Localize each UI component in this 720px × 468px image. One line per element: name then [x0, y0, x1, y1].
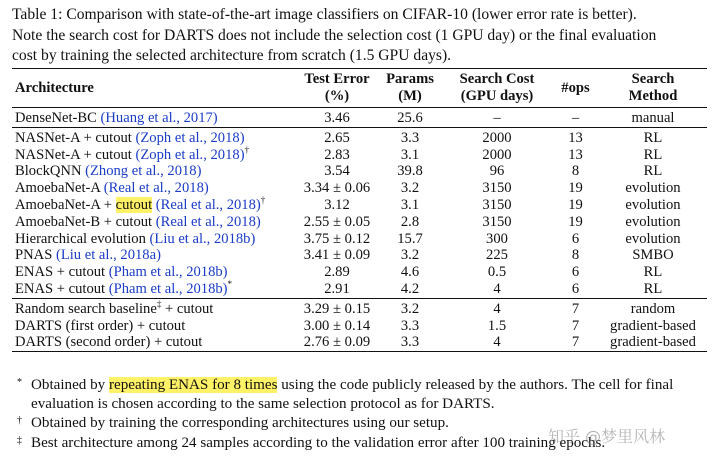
ops-cell: 7 — [571, 334, 580, 351]
method-cell: RL — [643, 280, 663, 297]
search-cost-cell: 0.5 — [487, 264, 507, 281]
header-test-error: Test Error (%) — [304, 71, 370, 104]
citation-link: (Liu et al., 2018b) — [149, 230, 256, 247]
table-caption — [12, 5, 712, 67]
params-cell: 3.2 — [400, 247, 420, 264]
architecture-cell — [12, 334, 296, 351]
ops-cell: 8 — [571, 247, 580, 264]
params-cell: 3.2 — [400, 180, 420, 197]
search-cost-cell: 4 — [493, 334, 501, 351]
table-row — [12, 197, 707, 214]
ops-cell: 6 — [571, 264, 580, 281]
footnote-double-dagger: ‡ Best architecture among 24 samples according to the validation error after 100 training epochs. — [17, 434, 712, 453]
zhihu-watermark: 知乎 @梦里风林 — [548, 427, 666, 446]
params-cell: 3.3 — [400, 317, 420, 334]
citation-link: (Real et al., 2018) — [155, 213, 261, 230]
footnote-mark: ‡ — [156, 298, 162, 309]
citation-link: (Pham et al., 2018b) — [108, 264, 228, 281]
citation-link: (Pham et al., 2018b) — [108, 280, 228, 297]
architecture-name: PNAS — [15, 247, 53, 264]
architecture-cell — [12, 197, 296, 214]
footnote-star: * Obtained by repeating ENAS for 8 times using the code publicly released by the authors. The cell for final — [17, 376, 712, 395]
architecture-cell — [12, 108, 296, 128]
method-cell: SMBO — [632, 247, 674, 264]
architecture-cell — [12, 231, 296, 248]
comparison-table — [12, 68, 707, 352]
architecture-name: AmoebaNet-A + — [15, 196, 116, 213]
ops-cell: 13 — [568, 129, 583, 146]
table-row — [12, 264, 707, 281]
header-row — [12, 69, 707, 108]
search-cost-cell: 2000 — [482, 146, 512, 163]
method-cell: evolution — [625, 180, 681, 197]
citation-link: (Zoph et al., 2018) — [135, 129, 245, 146]
architecture-cell — [12, 180, 296, 197]
footnote-star-continued: evaluation is chosen according to the same selection protocol as for DARTS. — [31, 396, 495, 413]
table-row — [12, 298, 707, 317]
footnote-mark: † — [244, 144, 250, 155]
footnote-mark: † — [17, 415, 22, 427]
header-search-cost: Search Cost (GPU days) — [459, 71, 535, 104]
architecture-name: NASNet-A + cutout — [15, 129, 132, 146]
footnote-mark: * — [227, 279, 233, 290]
params-cell: 4.2 — [400, 280, 420, 297]
table-row — [12, 127, 707, 146]
architecture-name: Random search baseline — [15, 300, 157, 317]
architecture-cell — [12, 264, 296, 281]
architecture-name: DenseNet-BC — [15, 110, 97, 126]
params-cell: 3.3 — [400, 334, 420, 351]
footnote-dagger: † Obtained by training the corresponding architectures using our setup. — [17, 414, 712, 433]
caption-line-3: cost by training the selected architecture from scratch (1.5 GPU days). — [12, 47, 452, 64]
method-cell: random — [630, 300, 676, 317]
architecture-name: ENAS + cutout — [15, 264, 106, 281]
footnote-mark: ‡ — [17, 434, 22, 446]
test-error-cell: 2.89 — [324, 264, 350, 281]
params-cell: 15.7 — [397, 230, 423, 247]
ops-cell: 19 — [568, 196, 583, 213]
table-row — [12, 147, 707, 164]
ops-cell: 6 — [571, 280, 580, 297]
table-row — [12, 318, 707, 335]
caption-line-1: Table 1: Comparison with state-of-the-art image classifiers on CIFAR-10 (lower error rate is better). — [12, 6, 637, 23]
method-cell: RL — [643, 146, 663, 163]
citation-link: (Real et al., 2018) — [155, 196, 261, 213]
search-cost-cell: – — [493, 110, 501, 126]
table-row — [12, 281, 707, 298]
header-params: Params (M) — [386, 71, 434, 104]
test-error-cell: 3.41 ± 0.09 — [303, 247, 371, 264]
params-cell: 4.6 — [400, 264, 420, 281]
footnote-mark: † — [260, 195, 266, 206]
params-cell: 25.6 — [397, 110, 423, 126]
params-cell: 3.2 — [400, 300, 420, 317]
test-error-cell: 3.34 ± 0.06 — [303, 180, 371, 197]
search-cost-cell: 96 — [489, 163, 505, 180]
params-cell: 2.8 — [400, 213, 420, 230]
architecture-cell — [12, 163, 296, 180]
table-row — [12, 231, 707, 248]
architecture-suffix: + cutout — [161, 300, 214, 317]
table-row — [12, 334, 707, 351]
ops-cell: 13 — [568, 146, 583, 163]
search-cost-cell: 3150 — [482, 180, 512, 197]
ops-cell: 19 — [568, 213, 583, 230]
search-cost-cell: 225 — [486, 247, 508, 264]
ops-cell: 7 — [571, 317, 580, 334]
test-error-cell: 2.65 — [324, 129, 350, 146]
architecture-cell — [12, 127, 296, 146]
citation-link: (Zoph et al., 2018) — [135, 146, 245, 163]
highlight-cutout: cutout — [115, 196, 153, 213]
architecture-cell — [12, 298, 296, 317]
architecture-name: DARTS (first order) + cutout — [15, 317, 186, 334]
highlight-repeating-enas: repeating ENAS for 8 times — [108, 377, 278, 393]
table-row — [12, 163, 707, 180]
citation-link: (Liu et al., 2018a) — [55, 247, 161, 264]
method-cell: RL — [643, 129, 663, 146]
method-cell: gradient-based — [610, 317, 696, 334]
test-error-cell: 3.00 ± 0.14 — [303, 317, 371, 334]
test-error-cell: 3.29 ± 0.15 — [303, 300, 371, 317]
architecture-cell — [12, 247, 296, 264]
params-cell: 3.3 — [400, 129, 420, 146]
method-cell: evolution — [625, 213, 681, 230]
architecture-name: DARTS (second order) + cutout — [15, 334, 203, 351]
search-cost-cell: 4 — [493, 300, 501, 317]
test-error-cell: 3.46 — [324, 110, 350, 126]
caption-line-2: Note the search cost for DARTS does not include the selection cost (1 GPU day) or the final evaluation — [12, 26, 657, 44]
architecture-cell — [12, 214, 296, 231]
citation-link: (Real et al., 2018) — [103, 180, 209, 197]
test-error-cell: 3.54 — [324, 163, 350, 180]
architecture-name: ENAS + cutout — [15, 280, 106, 297]
test-error-cell: 2.91 — [324, 280, 350, 297]
ops-cell: 19 — [568, 180, 583, 197]
architecture-name: NASNet-A + cutout — [15, 146, 132, 163]
citation-link: (Huang et al., 2017) — [100, 110, 218, 126]
architecture-name: AmoebaNet-A — [15, 180, 101, 197]
params-cell: 3.1 — [400, 196, 420, 213]
table-row — [12, 108, 707, 128]
method-cell: evolution — [625, 196, 681, 213]
ops-cell: – — [571, 110, 580, 126]
architecture-cell — [12, 318, 296, 335]
architecture-cell — [12, 144, 296, 164]
test-error-cell: 3.75 ± 0.12 — [303, 230, 371, 247]
test-error-cell: 2.76 ± 0.09 — [303, 334, 371, 351]
test-error-cell: 2.83 — [324, 146, 350, 163]
citation-link: (Zhong et al., 2018) — [85, 163, 202, 180]
footnote-mark: * — [17, 377, 22, 388]
params-cell: 39.8 — [397, 163, 423, 180]
header-method: Search Method — [628, 71, 678, 104]
method-cell: RL — [643, 163, 663, 180]
method-cell: evolution — [625, 230, 681, 247]
test-error-cell: 3.12 — [324, 196, 350, 213]
search-cost-cell: 4 — [493, 280, 501, 297]
method-cell: manual — [631, 110, 675, 126]
search-cost-cell: 2000 — [482, 129, 512, 146]
search-cost-cell: 3150 — [482, 213, 512, 230]
architecture-name: BlockQNN — [15, 163, 82, 180]
table-row — [12, 180, 707, 197]
test-error-cell: 2.55 ± 0.05 — [303, 213, 371, 230]
table-row — [12, 214, 707, 231]
method-cell: RL — [643, 264, 663, 281]
search-cost-cell: 3150 — [482, 196, 512, 213]
ops-cell: 8 — [571, 163, 580, 180]
ops-cell: 7 — [571, 300, 580, 317]
architecture-cell — [12, 281, 296, 298]
architecture-name: AmoebaNet-B + cutout — [15, 213, 153, 230]
table-row — [12, 247, 707, 264]
architecture-name: Hierarchical evolution — [15, 230, 146, 247]
method-cell: gradient-based — [610, 334, 696, 351]
header-architecture: Architecture — [15, 79, 94, 96]
search-cost-cell: 1.5 — [487, 317, 507, 334]
params-cell: 3.1 — [400, 146, 420, 163]
header-ops: #ops — [561, 79, 590, 96]
search-cost-cell: 300 — [486, 230, 508, 247]
ops-cell: 6 — [571, 230, 580, 247]
